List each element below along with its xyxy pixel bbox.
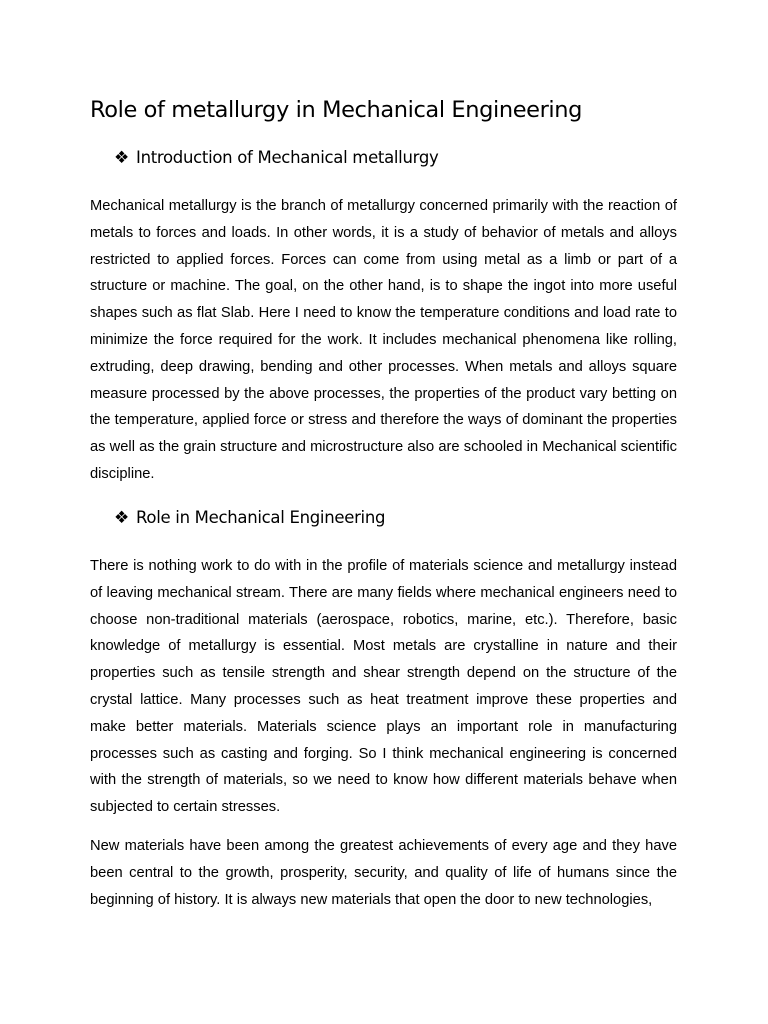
section-heading-text: Role in Mechanical Engineering: [136, 508, 386, 527]
paragraph-role: There is nothing work to do with in the profile of materials science and metallurgy instead of leaving mechanical stream. There are many fields where mechanical engineers need to choose non-traditional materials (aerospace, robotics, marine, etc.). Therefore, basic knowledge of metallurgy is essential. Most metals are crystalline in nature and their properties such as tensile strength and shear strength depend on the structure of the crystal lattice. Many processes such as heat treatment improve these properties and make better materials. Materials science plays an important role in manufacturing processes such as casting and forging. So I think mechanical engineering is concerned with the strength of materials, so we need to know how different materials behave when subjected to certain stresses.: [90, 558, 677, 816]
diamond-bullet-icon: ❖: [114, 508, 129, 528]
diamond-bullet-icon: ❖: [114, 148, 129, 168]
section-heading-introduction: [114, 145, 674, 171]
paragraph-new-materials: New materials have been among the greatest achievements of every age and they have been central to the growth, prosperity, security, and quality of life of humans since the beginning of history. It is always new materials that open the door to new technologies,: [90, 838, 677, 908]
paragraph-introduction: Mechanical metallurgy is the branch of metallurgy concerned primarily with the reaction of metals to forces and loads. In other words, it is a study of behavior of metals and alloys restricted to applied forces. Forces can come from using metal as a limb or part of a structure or machine. The goal, on the other hand, is to shape the ingot into more useful shapes such as flat Slab. Here I need to know the temperature conditions and load rate to minimize the force required for the work. It includes mechanical phenomena like rolling, extruding, deep drawing, bending and other processes. When metals and alloys square measure processed by the above processes, the properties of the product vary betting on the temperature, applied force or stress and therefore the ways of dominant the properties as well as the grain structure and microstructure also are schooled in Mechanical scientific discipline.: [90, 198, 677, 482]
section-heading-role: [114, 505, 674, 531]
document-title: Role of metallurgy in Mechanical Engineering: [90, 97, 583, 123]
section-heading-text: Introduction of Mechanical metallurgy: [136, 148, 439, 167]
